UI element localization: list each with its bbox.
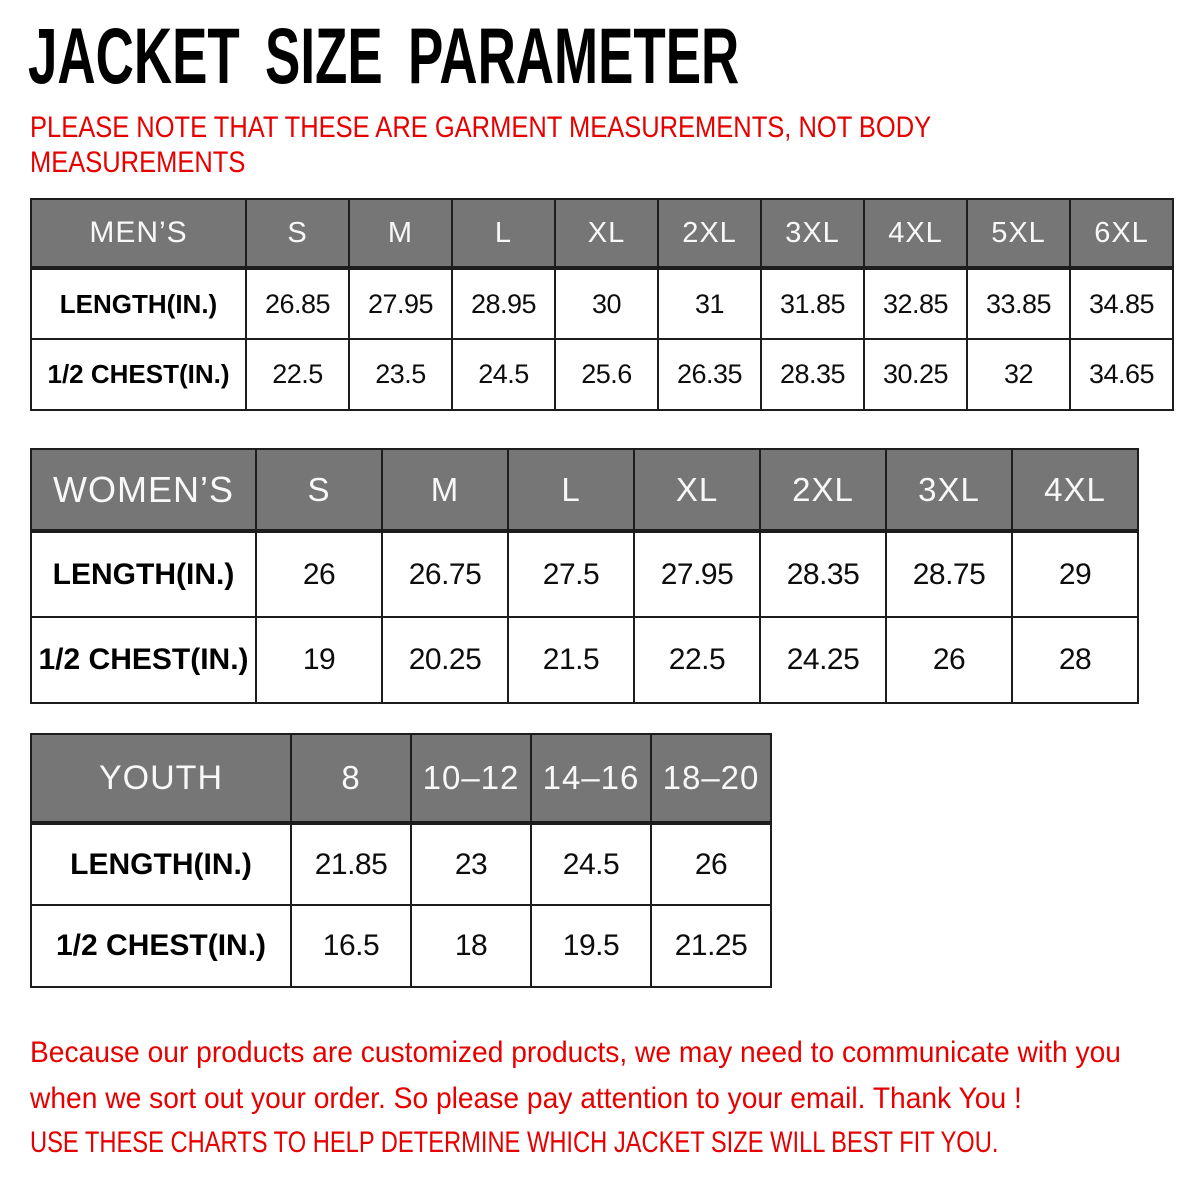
womens-table-title-cell: WOMEN’S	[31, 449, 256, 531]
value-cell: 26	[256, 531, 382, 617]
value-cell: 30.25	[864, 339, 967, 410]
garment-note-line2: MEASUREMENTS	[30, 146, 246, 179]
value-cell: 24.5	[452, 339, 555, 410]
customization-notice-line1: Because our products are customized products, we may need to communicate with you	[30, 1036, 1121, 1069]
youth-size-table	[30, 733, 772, 988]
size-header-cell: 4XL	[1012, 449, 1138, 531]
size-header-cell: 18–20	[651, 734, 771, 823]
value-cell: 28	[1012, 617, 1138, 703]
size-header-cell: L	[452, 199, 555, 268]
size-header-cell: M	[349, 199, 452, 268]
row-label-cell: 1/2 CHEST(IN.)	[31, 339, 246, 410]
size-header-cell: M	[382, 449, 508, 531]
usage-instruction: USE THESE CHARTS TO HELP DETERMINE WHICH JACKET SIZE WILL BEST FIT YOU.	[30, 1126, 999, 1159]
value-cell: 26	[886, 617, 1012, 703]
value-cell: 24.25	[760, 617, 886, 703]
value-cell: 28.95	[452, 268, 555, 339]
measurement-row	[31, 823, 771, 905]
size-header-cell: XL	[555, 199, 658, 268]
size-header-cell: 8	[291, 734, 411, 823]
womens-size-table	[30, 448, 1139, 704]
value-cell: 34.85	[1070, 268, 1173, 339]
value-cell: 32.85	[864, 268, 967, 339]
size-header-cell: 2XL	[658, 199, 761, 268]
value-cell: 31	[658, 268, 761, 339]
value-cell: 27.5	[508, 531, 634, 617]
value-cell: 16.5	[291, 905, 411, 987]
row-label-cell: LENGTH(IN.)	[31, 268, 246, 339]
measurement-row	[31, 531, 1138, 617]
value-cell: 21.25	[651, 905, 771, 987]
garment-note-line1: PLEASE NOTE THAT THESE ARE GARMENT MEASUREMENTS, NOT BODY	[30, 111, 932, 144]
size-header-cell: 4XL	[864, 199, 967, 268]
value-cell: 32	[967, 339, 1070, 410]
row-label-cell: 1/2 CHEST(IN.)	[31, 617, 256, 703]
page-title: JACKET SIZE PARAMETER	[28, 11, 740, 100]
value-cell: 21.85	[291, 823, 411, 905]
size-header-cell: XL	[634, 449, 760, 531]
garment-measurements-note	[30, 110, 1090, 180]
row-label-cell: LENGTH(IN.)	[31, 823, 291, 905]
measurement-row	[31, 268, 1173, 339]
value-cell: 28.35	[761, 339, 864, 410]
value-cell: 18	[411, 905, 531, 987]
size-header-cell: 5XL	[967, 199, 1070, 268]
size-header-cell: 10–12	[411, 734, 531, 823]
size-header-cell: L	[508, 449, 634, 531]
value-cell: 26.75	[382, 531, 508, 617]
value-cell: 26.35	[658, 339, 761, 410]
value-cell: 33.85	[967, 268, 1070, 339]
size-header-cell: 2XL	[760, 449, 886, 531]
value-cell: 22.5	[634, 617, 760, 703]
youth-table-title-cell: YOUTH	[31, 734, 291, 823]
value-cell: 30	[555, 268, 658, 339]
measurement-row	[31, 905, 771, 987]
customization-notice-line2: when we sort out your order. So please pay attention to your email. Thank You !	[30, 1082, 1022, 1115]
value-cell: 27.95	[634, 531, 760, 617]
value-cell: 21.5	[508, 617, 634, 703]
value-cell: 34.65	[1070, 339, 1173, 410]
value-cell: 23	[411, 823, 531, 905]
value-cell: 23.5	[349, 339, 452, 410]
measurement-row	[31, 617, 1138, 703]
value-cell: 25.6	[555, 339, 658, 410]
value-cell: 28.35	[760, 531, 886, 617]
value-cell: 31.85	[761, 268, 864, 339]
customization-notice	[30, 1030, 1191, 1122]
value-cell: 28.75	[886, 531, 1012, 617]
youth-header-row	[31, 734, 771, 823]
value-cell: 19.5	[531, 905, 651, 987]
value-cell: 27.95	[349, 268, 452, 339]
size-header-cell: 3XL	[761, 199, 864, 268]
size-header-cell: 6XL	[1070, 199, 1173, 268]
size-header-cell: 14–16	[531, 734, 651, 823]
value-cell: 26	[651, 823, 771, 905]
row-label-cell: 1/2 CHEST(IN.)	[31, 905, 291, 987]
size-header-cell: 3XL	[886, 449, 1012, 531]
value-cell: 19	[256, 617, 382, 703]
value-cell: 29	[1012, 531, 1138, 617]
value-cell: 22.5	[246, 339, 349, 410]
value-cell: 24.5	[531, 823, 651, 905]
mens-header-row	[31, 199, 1173, 268]
size-header-cell: S	[246, 199, 349, 268]
mens-table-title-cell: MEN’S	[31, 199, 246, 268]
womens-header-row	[31, 449, 1138, 531]
measurement-row	[31, 339, 1173, 410]
row-label-cell: LENGTH(IN.)	[31, 531, 256, 617]
value-cell: 20.25	[382, 617, 508, 703]
value-cell: 26.85	[246, 268, 349, 339]
size-header-cell: S	[256, 449, 382, 531]
mens-size-table	[30, 198, 1174, 411]
